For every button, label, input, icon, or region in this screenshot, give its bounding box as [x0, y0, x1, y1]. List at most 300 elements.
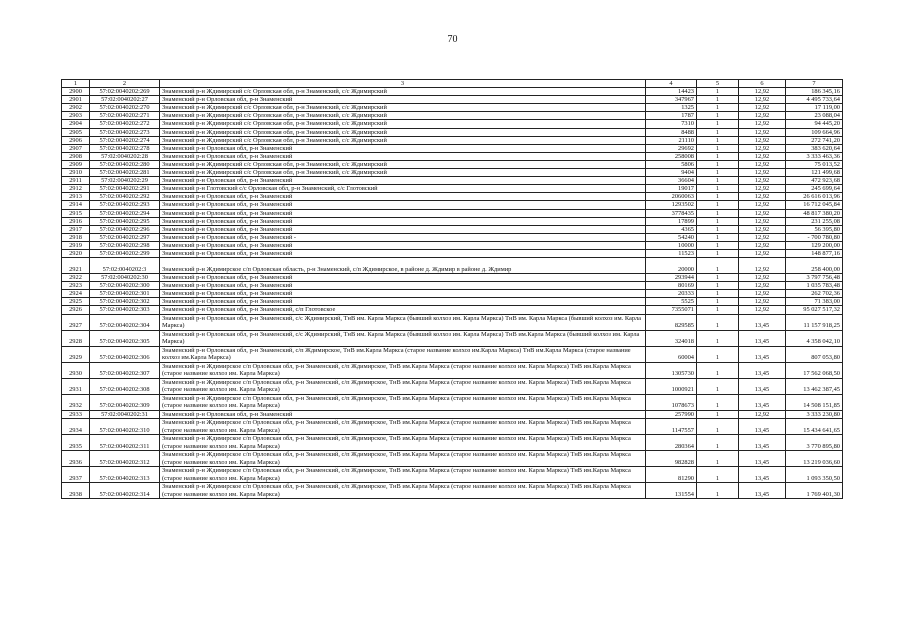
cadastral-value: 17 119,00: [786, 104, 843, 112]
cadastral-value: - 700 780,80: [786, 233, 843, 241]
cadastral-number: 57:02:0040202:301: [90, 290, 160, 298]
area-value: 14423: [646, 88, 697, 96]
area-value: 829585: [646, 314, 697, 330]
table-row: [62, 120, 843, 128]
cadastral-value: 13 219 036,60: [786, 450, 843, 466]
area-value: 80169: [646, 282, 697, 290]
table-body: [62, 80, 843, 499]
row-number: 2918: [62, 233, 90, 241]
cadastral-number: 57:02:0040202:310: [90, 418, 160, 434]
location-description: Знаменский р-н Орловская обл, р-н Знаменский: [160, 290, 646, 298]
table-row: [62, 88, 843, 96]
location-description: Знаменский р-н Орловская обл, р-н Знаменский: [160, 144, 646, 152]
location-description: Знаменский р-н Орловская обл, р-н Знаменский: [160, 298, 646, 306]
location-description: Знаменский р-н Ждимирское с/п Орловская обл, р-н Знаменский, с/п Ждимирское, ТнВ им.Карла Маркса (старое название колхоз им. Карла Маркса) ТнВ им.Карла Маркса (старое название колхоз им. Карла Маркса): [160, 466, 646, 482]
page-number: 70: [447, 34, 458, 45]
cadastral-value: 262 702,36: [786, 290, 843, 298]
row-number: 2926: [62, 306, 90, 314]
specific-value: 12,92: [739, 144, 786, 152]
location-description: Знаменский р-н Ждимирский с/с Орловская обл, р-н Знаменский, с/с Ждимирский: [160, 120, 646, 128]
row-number: 2915: [62, 209, 90, 217]
area-value: 1787: [646, 112, 697, 120]
location-description: Знаменский р-н Ждимирский с/с Орловская обл, р-н Знаменский, с/с Ждимирский: [160, 169, 646, 177]
coefficient: 1: [697, 112, 739, 120]
location-description: Знаменский р-н Орловская обл, р-н Знаменский: [160, 410, 646, 418]
cadastral-value: 95 027 517,32: [786, 306, 843, 314]
specific-value: 12,92: [739, 185, 786, 193]
cadastral-number: 57:02:0040202:30: [90, 274, 160, 282]
table-row: [62, 330, 843, 346]
cadastral-number: 57:02:0040202:296: [90, 225, 160, 233]
row-number: 2933: [62, 410, 90, 418]
row-number: 2921: [62, 258, 90, 274]
coefficient: 1: [697, 152, 739, 160]
cadastral-value: 148 877,16: [786, 249, 843, 257]
table-row: [62, 314, 843, 330]
coefficient: 1: [697, 378, 739, 394]
row-number: 2909: [62, 160, 90, 168]
cadastral-value: 16 712 045,84: [786, 201, 843, 209]
coefficient: 1: [697, 434, 739, 450]
specific-value: 12,92: [739, 128, 786, 136]
specific-value: 12,92: [739, 233, 786, 241]
coefficient: 1: [697, 249, 739, 257]
area-value: 60004: [646, 346, 697, 362]
specific-value: 13,45: [739, 482, 786, 498]
coefficient: 1: [697, 201, 739, 209]
table-row: [62, 450, 843, 466]
table-row: [62, 233, 843, 241]
table-row: [62, 241, 843, 249]
specific-value: 12,92: [739, 217, 786, 225]
area-value: 29692: [646, 144, 697, 152]
cadastral-value: 1 769 401,30: [786, 482, 843, 498]
coefficient: 1: [697, 128, 739, 136]
row-number: 2934: [62, 418, 90, 434]
row-number: 2908: [62, 152, 90, 160]
row-number: 2935: [62, 434, 90, 450]
cadastral-number: 57:02:0040202:297: [90, 233, 160, 241]
cadastral-number: 57:02:0040202:303: [90, 306, 160, 314]
row-number: 2904: [62, 120, 90, 128]
coefficient: 1: [697, 418, 739, 434]
area-value: 1000921: [646, 378, 697, 394]
specific-value: 12,92: [739, 112, 786, 120]
specific-value: 12,92: [739, 136, 786, 144]
cadastral-value: 3 333 230,80: [786, 410, 843, 418]
area-value: 19017: [646, 185, 697, 193]
row-number: 2925: [62, 298, 90, 306]
cadastral-value: 129 200,00: [786, 241, 843, 249]
coefficient: 1: [697, 346, 739, 362]
cadastral-value: 258 400,00: [786, 258, 843, 274]
cadastral-number: 57:02:0040202:28: [90, 152, 160, 160]
coefficient: 1: [697, 298, 739, 306]
table-row: [62, 482, 843, 498]
specific-value: 13,45: [739, 314, 786, 330]
row-number: 2906: [62, 136, 90, 144]
specific-value: 12,92: [739, 306, 786, 314]
location-description: Знаменский р-н Орловская обл, р-н Знаменский: [160, 241, 646, 249]
cadastral-value: 71 383,00: [786, 298, 843, 306]
row-number: 2922: [62, 274, 90, 282]
row-number: 2924: [62, 290, 90, 298]
coefficient: 1: [697, 330, 739, 346]
location-description: Знаменский р-н Орловская обл, р-н Знаменский: [160, 282, 646, 290]
cadastral-number: 57:02:0040202:299: [90, 249, 160, 257]
specific-value: 12,92: [739, 201, 786, 209]
cadastral-number: 57:02:0040202:280: [90, 160, 160, 168]
cadastral-number: 57:02:0040202:309: [90, 394, 160, 410]
location-description: Знаменский р-н Орловская обл, р-н Знаменский -: [160, 233, 646, 241]
coefficient: 1: [697, 96, 739, 104]
cadastral-number: 57:02:0040202:306: [90, 346, 160, 362]
location-description: Знаменский р-н Орловская обл, р-н Знаменский, с/с Ждимирский, ТнВ им. Карла Маркса (бывший колхоз им. Карла Маркса) ТнВ им. Карла Маркса (бывший колхоз им. Карла Маркса): [160, 314, 646, 330]
area-value: 2060063: [646, 193, 697, 201]
table-row: [62, 290, 843, 298]
cadastral-number: 57:02:0040202:278: [90, 144, 160, 152]
cadastral-number: 57:02:0040202:271: [90, 112, 160, 120]
column-number: 2: [90, 80, 160, 88]
specific-value: 12,92: [739, 249, 786, 257]
location-description: Знаменский р-н Орловская обл, р-н Знаменский: [160, 201, 646, 209]
specific-value: 12,92: [739, 88, 786, 96]
specific-value: 12,92: [739, 120, 786, 128]
coefficient: 1: [697, 394, 739, 410]
row-number: 2927: [62, 314, 90, 330]
table-row: [62, 306, 843, 314]
cadastral-number: 57:02:0040202:273: [90, 128, 160, 136]
location-description: Знаменский р-н Ждимирское с/п Орловская обл, р-н Знаменский, с/п Ждимирское, ТнВ им.Карла Маркса (старое название колхоз им. Карла Маркса) ТнВ им.Карла Маркса (старое название колхоз им. Карла Маркса): [160, 434, 646, 450]
cadastral-number: 57:02:0040202:313: [90, 466, 160, 482]
location-description: Знаменский р-н Ждимирское с/п Орловская область, р-н Знаменский, с/п Ждимирское, в районе д. Ждимир в районе д. Ждимир: [160, 258, 646, 274]
table-row: [62, 434, 843, 450]
cadastral-value: 17 562 068,50: [786, 362, 843, 378]
area-value: 1078673: [646, 394, 697, 410]
location-description: Знаменский р-н Орловская обл, р-н Знаменский: [160, 193, 646, 201]
location-description: Знаменский р-н Орловская обл, р-н Знаменский, с/п Ждимирское, ТнВ им.Карла Маркса (старое название колхоз им.Карла Маркса) ТнВ им.Карла Маркса (старое название колхоз им.Карла Маркса): [160, 346, 646, 362]
table-row: [62, 193, 843, 201]
table-row: [62, 466, 843, 482]
table-row: [62, 274, 843, 282]
cadastral-value: 1 035 783,48: [786, 282, 843, 290]
area-value: 20333: [646, 290, 697, 298]
row-number: 2912: [62, 185, 90, 193]
cadastral-number: 57:02:0040202:314: [90, 482, 160, 498]
column-number: 7: [786, 80, 843, 88]
coefficient: 1: [697, 169, 739, 177]
cadastral-number: 57:02:0040202:27: [90, 96, 160, 104]
cadastral-number: 57:02:0040202:3: [90, 258, 160, 274]
specific-value: 12,92: [739, 298, 786, 306]
area-value: 5525: [646, 298, 697, 306]
location-description: Знаменский р-н Орловская обл, р-н Знаменский, с/п Глотовское: [160, 306, 646, 314]
row-number: 2913: [62, 193, 90, 201]
cadastral-number: 57:02:0040202:29: [90, 177, 160, 185]
coefficient: 1: [697, 104, 739, 112]
area-value: 10000: [646, 241, 697, 249]
column-number: 4: [646, 80, 697, 88]
table-row: [62, 298, 843, 306]
row-number: 2910: [62, 169, 90, 177]
location-description: Знаменский р-н Ждимирское с/п Орловская обл, р-н Знаменский, с/п Ждимирское, ТнВ им.Карла Маркса (старое название колхоз им. Карла Маркса) ТнВ им.Карла Маркса (старое название колхоз им. Карла Маркса): [160, 394, 646, 410]
cadastral-number: 57:02:0040202:311: [90, 434, 160, 450]
location-description: Знаменский р-н Ждимирское с/п Орловская обл, р-н Знаменский, с/п Ждимирское, ТнВ им.Карла Маркса (старое название колхоз им. Карла Маркса) ТнВ им.Карла Маркса (старое название колхоз им. Карла Маркса): [160, 378, 646, 394]
cadastral-value: 383 620,64: [786, 144, 843, 152]
cadastral-number: 57:02:0040202:274: [90, 136, 160, 144]
specific-value: 12,92: [739, 96, 786, 104]
specific-value: 12,92: [739, 177, 786, 185]
column-number: 5: [697, 80, 739, 88]
cadastral-value: 94 445,20: [786, 120, 843, 128]
cadastral-value: 75 013,52: [786, 160, 843, 168]
coefficient: 1: [697, 290, 739, 298]
location-description: Знаменский р-н Ждимирское с/п Орловская обл, р-н Знаменский, с/п Ждимирское, ТнВ им.Карла Маркса (старое название колхоз им. Карла Маркса) ТнВ им.Карла Маркса (старое название колхоз им. Карла Маркса): [160, 482, 646, 498]
cadastral-value: 272 741,20: [786, 136, 843, 144]
row-number: 2903: [62, 112, 90, 120]
coefficient: 1: [697, 177, 739, 185]
table-row: [62, 112, 843, 120]
row-number: 2931: [62, 378, 90, 394]
location-description: Знаменский р-н Ждимирский с/с Орловская обл, р-н Знаменский, с/с Ждимирский: [160, 128, 646, 136]
area-value: 4365: [646, 225, 697, 233]
column-number: 1: [62, 80, 90, 88]
specific-value: 12,92: [739, 169, 786, 177]
coefficient: 1: [697, 282, 739, 290]
cadastral-number: 57:02:0040202:272: [90, 120, 160, 128]
cadastral-number: 57:02:0040202:291: [90, 185, 160, 193]
coefficient: 1: [697, 410, 739, 418]
cadastral-value: 121 499,68: [786, 169, 843, 177]
table-row: [62, 282, 843, 290]
location-description: Знаменский р-н Ждимирский с/с Орловская обл, р-н Знаменский, с/с Ждимирский: [160, 104, 646, 112]
cadastral-number: 57:02:0040202:270: [90, 104, 160, 112]
area-value: 20000: [646, 258, 697, 274]
cadastral-value: 14 508 151,85: [786, 394, 843, 410]
area-value: 1325: [646, 104, 697, 112]
row-number: 2932: [62, 394, 90, 410]
table-row: [62, 152, 843, 160]
location-description: Знаменский р-н Ждимирское с/п Орловская обл, р-н Знаменский, с/п Ждимирское, ТнВ им.Карла Маркса (старое название колхоз им. Карла Маркса) ТнВ им.Карла Маркса (старое название колхоз им. Карла Маркса): [160, 418, 646, 434]
area-value: 7310: [646, 120, 697, 128]
table-row: [62, 201, 843, 209]
cadastral-number: 57:02:0040202:281: [90, 169, 160, 177]
location-description: Знаменский р-н Ждимирское с/п Орловская обл, р-н Знаменский, с/п Ждимирское, ТнВ им.Карла Маркса (старое название колхоз им. Карла Маркса) ТнВ им.Карла Маркса (старое название колхоз им. Карла Маркса): [160, 450, 646, 466]
area-value: 258008: [646, 152, 697, 160]
table-row: [62, 346, 843, 362]
cadastral-value: 48 817 380,20: [786, 209, 843, 217]
row-number: 2936: [62, 450, 90, 466]
row-number: 2905: [62, 128, 90, 136]
location-description: Знаменский р-н Орловская обл, р-н Знаменский: [160, 209, 646, 217]
specific-value: 12,92: [739, 160, 786, 168]
specific-value: 13,45: [739, 394, 786, 410]
location-description: Знаменский р-н Глотовский с/с Орловская обл, р-н Знаменский, с/с Глотовский: [160, 185, 646, 193]
location-description: Знаменский р-н Ждимирский с/с Орловская обл, р-н Знаменский, с/с Ждимирский: [160, 160, 646, 168]
cadastral-value: 3 333 463,36: [786, 152, 843, 160]
cadastral-value: 23 088,04: [786, 112, 843, 120]
coefficient: 1: [697, 88, 739, 96]
location-description: Знаменский р-н Ждимирский с/с Орловская обл, р-н Знаменский, с/с Ждимирский: [160, 136, 646, 144]
row-number: 2937: [62, 466, 90, 482]
specific-value: 12,92: [739, 104, 786, 112]
cadastral-value: 4 358 042,10: [786, 330, 843, 346]
row-number: 2916: [62, 217, 90, 225]
area-value: 280364: [646, 434, 697, 450]
coefficient: 1: [697, 120, 739, 128]
cadastral-number: 57:02:0040202:294: [90, 209, 160, 217]
cadastral-number: 57:02:0040202:305: [90, 330, 160, 346]
cadastral-value: 1 093 350,50: [786, 466, 843, 482]
area-value: 1305730: [646, 362, 697, 378]
cadastral-number: 57:02:0040202:298: [90, 241, 160, 249]
area-value: 982828: [646, 450, 697, 466]
table-row: [62, 410, 843, 418]
cadastral-value: 245 699,64: [786, 185, 843, 193]
coefficient: 1: [697, 362, 739, 378]
specific-value: 12,92: [739, 290, 786, 298]
table-row: [62, 185, 843, 193]
location-description: Знаменский р-н Орловская обл, р-н Знаменский: [160, 274, 646, 282]
coefficient: 1: [697, 144, 739, 152]
table-row: [62, 96, 843, 104]
coefficient: 1: [697, 241, 739, 249]
table-row: [62, 128, 843, 136]
area-value: 347967: [646, 96, 697, 104]
cadastral-number: 57:02:0040202:300: [90, 282, 160, 290]
cadastral-value: 15 434 641,65: [786, 418, 843, 434]
table-row: [62, 394, 843, 410]
column-number: 6: [739, 80, 786, 88]
specific-value: 12,92: [739, 241, 786, 249]
coefficient: 1: [697, 160, 739, 168]
area-value: 9404: [646, 169, 697, 177]
table-row: [62, 217, 843, 225]
location-description: Знаменский р-н Ждимирское с/п Орловская обл, р-н Знаменский, с/п Ждимирское, ТнВ им.Карла Маркса (старое название колхоз им. Карла Маркса) ТнВ им.Карла Маркса (старое название колхоз им. Карла Маркса): [160, 362, 646, 378]
cadastral-value: 186 345,16: [786, 88, 843, 96]
area-value: 1147557: [646, 418, 697, 434]
location-description: Знаменский р-н Орловская обл, р-н Знаменский: [160, 177, 646, 185]
table-row: [62, 144, 843, 152]
table-row: [62, 249, 843, 257]
table-row: [62, 209, 843, 217]
specific-value: 13,45: [739, 330, 786, 346]
area-value: 17899: [646, 217, 697, 225]
specific-value: 12,92: [739, 152, 786, 160]
row-number: 2900: [62, 88, 90, 96]
coefficient: 1: [697, 258, 739, 274]
cadastral-number: 57:02:0040202:304: [90, 314, 160, 330]
specific-value: 12,92: [739, 209, 786, 217]
table-row: [62, 177, 843, 185]
specific-value: 13,45: [739, 450, 786, 466]
table-row: [62, 160, 843, 168]
coefficient: 1: [697, 193, 739, 201]
coefficient: 1: [697, 233, 739, 241]
specific-value: 13,45: [739, 346, 786, 362]
coefficient: 1: [697, 450, 739, 466]
cadastral-value: 3 770 895,80: [786, 434, 843, 450]
cadastral-value: 56 395,80: [786, 225, 843, 233]
coefficient: 1: [697, 482, 739, 498]
area-value: 324018: [646, 330, 697, 346]
area-value: 257990: [646, 410, 697, 418]
cadastral-value: 807 053,80: [786, 346, 843, 362]
specific-value: 13,45: [739, 434, 786, 450]
location-description: Знаменский р-н Орловская обл, р-н Знаменский: [160, 249, 646, 257]
cadastral-value: 3 797 756,48: [786, 274, 843, 282]
coefficient: 1: [697, 314, 739, 330]
coefficient: 1: [697, 274, 739, 282]
cadastral-value: 11 157 918,25: [786, 314, 843, 330]
cadastral-number: 57:02:0040202:295: [90, 217, 160, 225]
row-number: 2928: [62, 330, 90, 346]
cadastral-value: 26 616 013,96: [786, 193, 843, 201]
cadastral-value: 231 255,08: [786, 217, 843, 225]
specific-value: 13,45: [739, 466, 786, 482]
row-number: 2930: [62, 362, 90, 378]
row-number: 2907: [62, 144, 90, 152]
row-number: 2920: [62, 249, 90, 257]
cadastral-number: 57:02:0040202:308: [90, 378, 160, 394]
table-row: [62, 258, 843, 274]
coefficient: 1: [697, 209, 739, 217]
area-value: 3778435: [646, 209, 697, 217]
specific-value: 13,45: [739, 418, 786, 434]
row-number: 2919: [62, 241, 90, 249]
coefficient: 1: [697, 306, 739, 314]
table-row: [62, 378, 843, 394]
area-value: 11523: [646, 249, 697, 257]
cadastral-number: 57:02:0040202:269: [90, 88, 160, 96]
specific-value: 12,92: [739, 193, 786, 201]
column-number-row: [62, 80, 843, 88]
cadastral-value: 4 495 733,64: [786, 96, 843, 104]
cadastral-number: 57:02:0040202:302: [90, 298, 160, 306]
area-value: 21110: [646, 136, 697, 144]
location-description: Знаменский р-н Орловская обл, р-н Знаменский: [160, 96, 646, 104]
coefficient: 1: [697, 185, 739, 193]
cadastral-number: 57:02:0040202:31: [90, 410, 160, 418]
cadastral-value: 109 664,96: [786, 128, 843, 136]
area-value: 54240: [646, 233, 697, 241]
location-description: Знаменский р-н Орловская обл, р-н Знаменский, с/с Ждимирский, ТнВ им. Карла Маркса (бывший колхоз им. Карла Маркса) ТнВ им.Карла Маркса (бывший колхоз им. Карла Маркса): [160, 330, 646, 346]
table-row: [62, 362, 843, 378]
location-description: Знаменский р-н Орловская обл, р-н Знаменский: [160, 225, 646, 233]
cadastral-number: 57:02:0040202:292: [90, 193, 160, 201]
specific-value: 13,45: [739, 378, 786, 394]
row-number: 2902: [62, 104, 90, 112]
specific-value: 12,92: [739, 274, 786, 282]
area-value: 36604: [646, 177, 697, 185]
row-number: 2901: [62, 96, 90, 104]
row-number: 2923: [62, 282, 90, 290]
area-value: 81290: [646, 466, 697, 482]
specific-value: 12,92: [739, 282, 786, 290]
coefficient: 1: [697, 225, 739, 233]
specific-value: 12,92: [739, 258, 786, 274]
row-number: 2914: [62, 201, 90, 209]
table-row: [62, 104, 843, 112]
cadastral-value: 13 462 387,45: [786, 378, 843, 394]
row-number: 2929: [62, 346, 90, 362]
cadastral-number: 57:02:0040202:293: [90, 201, 160, 209]
coefficient: 1: [697, 217, 739, 225]
location-description: Знаменский р-н Ждимирский с/с Орловская обл, р-н Знаменский, с/с Ждимирский: [160, 112, 646, 120]
location-description: Знаменский р-н Орловская обл, р-н Знаменский: [160, 152, 646, 160]
cadastral-number: 57:02:0040202:307: [90, 362, 160, 378]
specific-value: 12,92: [739, 225, 786, 233]
